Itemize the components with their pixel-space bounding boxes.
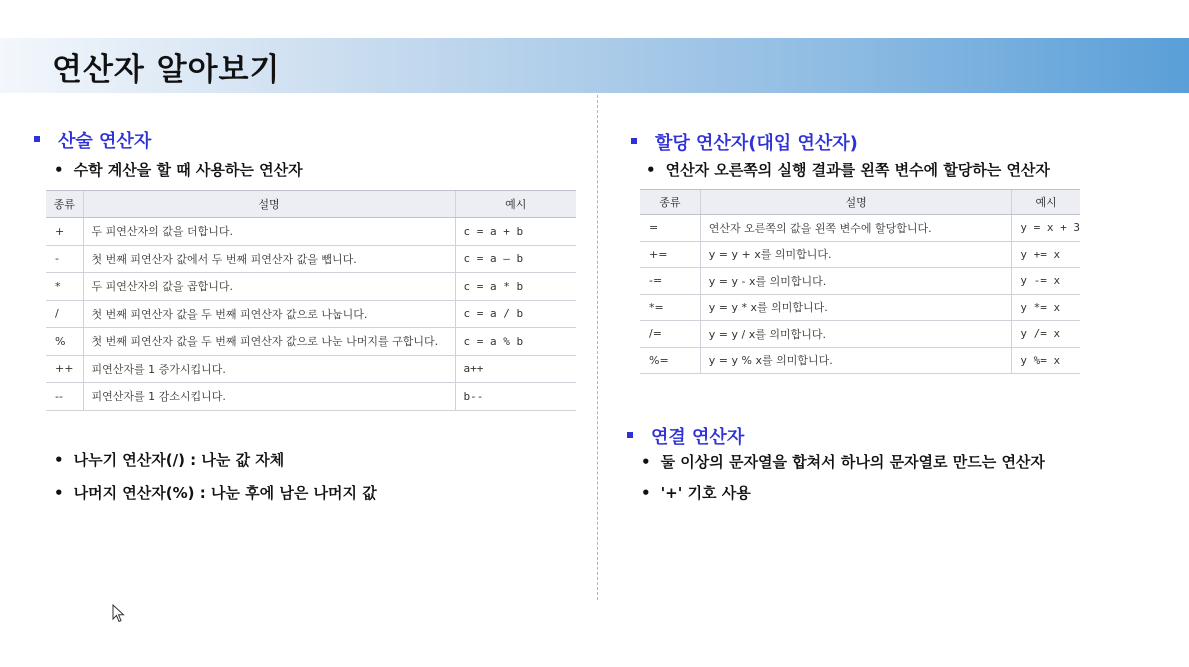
table-row xyxy=(46,273,576,301)
concat-desc: • 둘 이상의 문자열을 합쳐서 하나의 문자열로 만드는 연산자 xyxy=(641,453,1045,471)
cell-example: b-- xyxy=(455,383,576,411)
square-bullet-icon xyxy=(631,138,637,144)
cell-description: y = y + x를 의미합니다. xyxy=(700,241,1012,268)
table-row xyxy=(640,294,1080,321)
cell-operator: /= xyxy=(640,321,700,348)
cell-operator: - xyxy=(46,245,83,273)
cell-operator: -= xyxy=(640,268,700,295)
cell-description: y = y / x를 의미합니다. xyxy=(700,321,1012,348)
arithmetic-heading: 산술 연산자 xyxy=(34,127,151,153)
cell-example: c = a / b xyxy=(455,300,576,328)
table-row xyxy=(46,355,576,383)
note-divide: • 나누기 연산자(/) : 나눈 값 자체 xyxy=(54,451,285,469)
cell-operator: % xyxy=(46,328,83,356)
cell-example: c = a * b xyxy=(455,273,576,301)
cell-description: 첫 번째 피연산자 값을 두 번째 피연산자 값으로 나눕니다. xyxy=(83,300,455,328)
square-bullet-icon xyxy=(34,136,40,142)
cell-description: 피연산자를 1 감소시킵니다. xyxy=(83,383,455,411)
cell-example: y *= x xyxy=(1012,294,1080,321)
cell-operator: -- xyxy=(46,383,83,411)
mouse-cursor-icon xyxy=(112,604,126,624)
col-header-example: 예시 xyxy=(455,191,576,218)
cell-example: y /= x xyxy=(1012,321,1080,348)
cell-description: 연산자 오른쪽의 값을 왼쪽 변수에 할당합니다. xyxy=(700,215,1012,242)
concat-note: • '+' 기호 사용 xyxy=(641,484,751,502)
table-row xyxy=(46,328,576,356)
assignment-heading: 할당 연산자(대입 연산자) xyxy=(631,129,858,155)
square-bullet-icon xyxy=(627,432,633,438)
table-row xyxy=(46,218,576,246)
title-banner xyxy=(0,38,1189,93)
cell-operator: %= xyxy=(640,347,700,374)
table-row xyxy=(46,300,576,328)
cell-description: 두 피연산자의 값을 곱합니다. xyxy=(83,273,455,301)
cell-example: y = x + 3 xyxy=(1012,215,1080,242)
concat-heading: 연결 연산자 xyxy=(627,423,744,449)
cell-description: 첫 번째 피연산자 값을 두 번째 피연산자 값으로 나눈 나머지를 구합니다. xyxy=(83,328,455,356)
assignment-table xyxy=(640,189,1080,374)
arithmetic-desc: • 수학 계산을 할 때 사용하는 연산자 xyxy=(54,161,303,179)
cell-description: y = y % x를 의미합니다. xyxy=(700,347,1012,374)
arithmetic-table xyxy=(46,190,576,411)
cell-example: c = a % b xyxy=(455,328,576,356)
cell-example: c = a – b xyxy=(455,245,576,273)
cell-description: y = y * x를 의미합니다. xyxy=(700,294,1012,321)
col-header-desc: 설명 xyxy=(700,190,1012,215)
cell-operator: / xyxy=(46,300,83,328)
col-header-example: 예시 xyxy=(1012,190,1080,215)
table-row xyxy=(640,215,1080,242)
table-row xyxy=(640,347,1080,374)
table-row xyxy=(46,383,576,411)
assignment-desc: • 연산자 오른쪽의 실행 결과를 왼쪽 변수에 할당하는 연산자 xyxy=(646,161,1050,179)
table-header-row xyxy=(46,191,576,218)
table-row xyxy=(640,268,1080,295)
col-header-type: 종류 xyxy=(640,190,700,215)
cell-example: c = a + b xyxy=(455,218,576,246)
note-modulo: • 나머지 연산자(%) : 나눈 후에 남은 나머지 값 xyxy=(54,484,377,502)
column-divider xyxy=(597,95,598,600)
cell-example: y %= x xyxy=(1012,347,1080,374)
cell-description: 두 피연산자의 값을 더합니다. xyxy=(83,218,455,246)
table-row xyxy=(640,321,1080,348)
table-header-row xyxy=(640,190,1080,215)
cell-description: 피연산자를 1 증가시킵니다. xyxy=(83,355,455,383)
table-row xyxy=(46,245,576,273)
page-title: 연산자 알아보기 xyxy=(52,52,281,88)
cell-operator: ++ xyxy=(46,355,83,383)
cell-example: a++ xyxy=(455,355,576,383)
table-row xyxy=(640,241,1080,268)
cell-operator: += xyxy=(640,241,700,268)
cell-operator: * xyxy=(46,273,83,301)
cell-operator: *= xyxy=(640,294,700,321)
cell-example: y -= x xyxy=(1012,268,1080,295)
col-header-type: 종류 xyxy=(46,191,83,218)
cell-description: y = y - x를 의미합니다. xyxy=(700,268,1012,295)
cell-example: y += x xyxy=(1012,241,1080,268)
col-header-desc: 설명 xyxy=(83,191,455,218)
cell-operator: + xyxy=(46,218,83,246)
cell-description: 첫 번째 피연산자 값에서 두 번째 피연산자 값을 뺍니다. xyxy=(83,245,455,273)
cell-operator: = xyxy=(640,215,700,242)
